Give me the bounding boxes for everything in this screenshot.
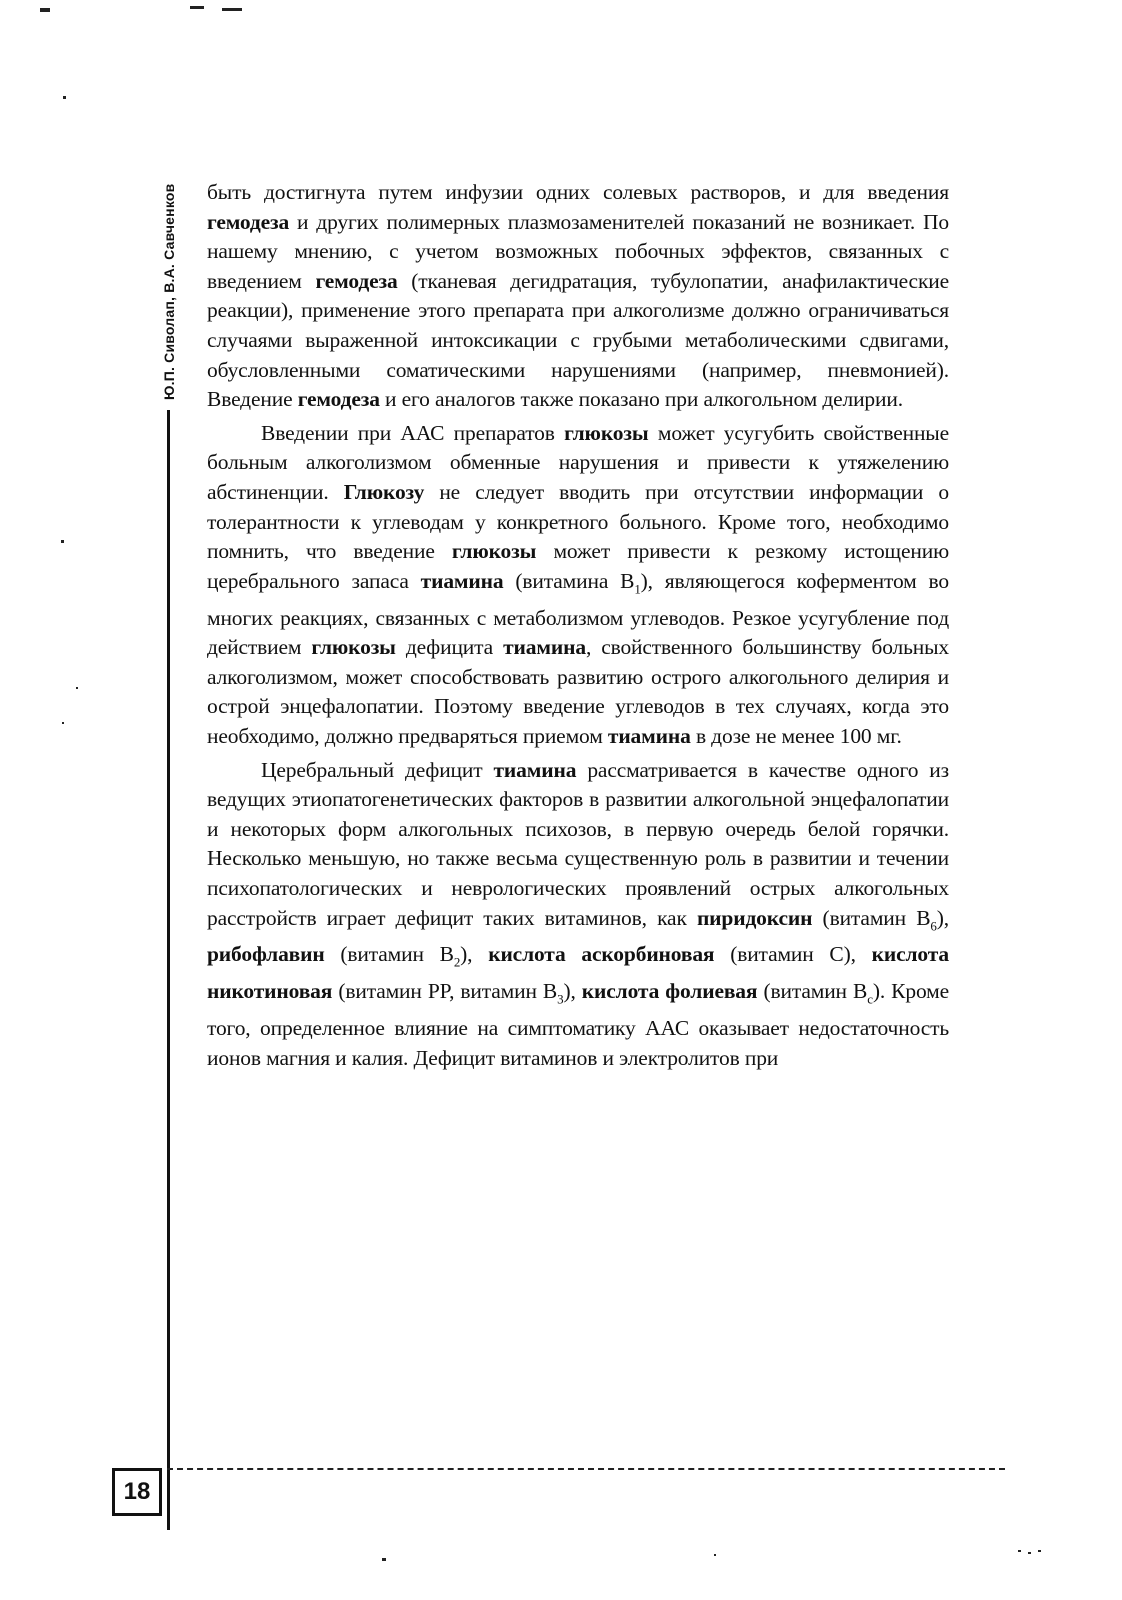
bold-term: тиамина <box>503 635 586 660</box>
text-run: Церебральный дефицит <box>261 757 494 782</box>
text-run: , свойственного большинству больных алкоголизмом, может способствовать развитию острого алкогольного делирия и острой энцефалопатии. Поэтому введение углеводов в тех случаях, когда это необходимо, должно предваряться приемом <box>207 635 949 748</box>
text-run: (витамин PP, витамин B <box>332 979 558 1004</box>
text-run: Введении при ААС препаратов <box>261 420 565 445</box>
bold-term: рибофлавин <box>207 942 325 967</box>
subscript: 6 <box>930 917 937 933</box>
bold-term: кислота фолиевая <box>581 979 758 1004</box>
text-run: ), <box>460 942 489 967</box>
bold-term: пиридоксин <box>696 905 813 930</box>
text-run: (витамин C), <box>714 942 872 967</box>
bold-term: кислота аскорбиновая <box>488 942 715 967</box>
running-header-authors: Ю.П. Сиволап, В.А. Савченков <box>161 183 177 400</box>
bold-term: глюкозы <box>451 539 537 564</box>
bold-term: тиамина <box>420 568 504 593</box>
text-run: рассматривается в качестве одного из ведущих этиопатогенетических факторов в развитии алкогольной энцефалопатии и некоторых форм алкогольных психозов, в первую очередь белой горячки. Несколько меньшую, но также весьма существенную роль в развитии и течении психопатологических и неврологических проявлений острых алкогольных расстройств играет дефицит таких витаминов, как <box>207 757 949 930</box>
subscript: c <box>867 991 873 1007</box>
text-run: в дозе не менее 100 мг. <box>690 723 902 748</box>
bold-term: гемодеза <box>297 387 380 412</box>
bold-term: глюкозы <box>564 420 649 445</box>
scan-speck <box>382 1558 386 1561</box>
text-run: и других полимерных плазмозаменителей показаний не возникает. По нашему мнению, с учетом возможных побочных эффектов, связанных с введением <box>207 209 949 293</box>
body-text <box>207 178 949 1073</box>
bold-term: тиамина <box>493 757 577 782</box>
paragraph <box>207 756 949 1074</box>
text-run: может привести к резкому истощению церебрального запаса <box>207 539 949 593</box>
scan-speck <box>63 96 66 99</box>
bold-term: глюкозы <box>311 635 396 660</box>
text-run: ), являющегося коферментом во многих реакциях, связанных с метаболизмом углеводов. Резкое усугубление под действием <box>207 568 949 660</box>
bold-term: гемодеза <box>207 209 290 234</box>
vertical-rule <box>167 410 170 1530</box>
scan-speck <box>1028 1552 1031 1554</box>
text-run: ), <box>936 905 949 930</box>
scan-speck <box>714 1554 716 1556</box>
paragraph <box>207 419 949 752</box>
scan-speck <box>190 6 204 9</box>
text-run: может усугубить свойственные больным алкоголизмом обменные нарушения и привести к утяжелению абстиненции. <box>207 420 949 504</box>
bold-term: гемодеза <box>315 268 398 293</box>
text-run: и его аналогов также показано при алкогольном делирии. <box>379 387 903 412</box>
page-number: 18 <box>112 1468 162 1516</box>
footer-rule <box>167 1468 1005 1470</box>
scan-speck <box>1018 1550 1021 1552</box>
bold-term: Глюкозу <box>343 479 425 504</box>
text-run: ), <box>563 979 582 1004</box>
subscript: 3 <box>557 991 564 1007</box>
text-run: (витамина B <box>503 568 635 593</box>
scan-speck <box>62 722 64 724</box>
subscript: 1 <box>634 581 641 597</box>
scan-speck <box>61 540 64 543</box>
bold-term: тиамина <box>607 723 691 748</box>
text-run: быть достигнута путем инфузии одних солевых растворов, и для введения <box>207 180 949 204</box>
bold-term: кислота никотиновая <box>207 942 949 1004</box>
text-run: не следует вводить при отсутствии информации о толерантности к углеводам у конкретного больного. Кроме того, необходимо помнить, что введение <box>207 479 949 564</box>
scan-speck <box>40 8 50 12</box>
text-run: (витамин B <box>324 942 454 967</box>
text-run: (витамин B <box>757 979 868 1004</box>
scan-speck <box>76 687 78 689</box>
text-run: (тканевая дегидратация, тубулопатии, анафилактические реакции), применение этого препарата при алкоголизме должно ограничиваться случаями выраженной интоксикации с грубыми метаболическими сдвигами, обусловленными соматическими нарушениями (например, пневмонией). Введение <box>207 268 949 412</box>
subscript: 2 <box>453 954 461 970</box>
text-run: ). Кроме того, определенное влияние на симптоматику ААС оказывает недостаточность ионов магния и калия. Дефицит витаминов и электролитов при <box>207 979 949 1070</box>
scan-speck <box>1038 1550 1041 1552</box>
scan-speck <box>222 8 242 11</box>
text-run: дефицита <box>395 635 504 660</box>
paragraph <box>207 178 949 415</box>
text-run: (витамин B <box>812 905 931 930</box>
